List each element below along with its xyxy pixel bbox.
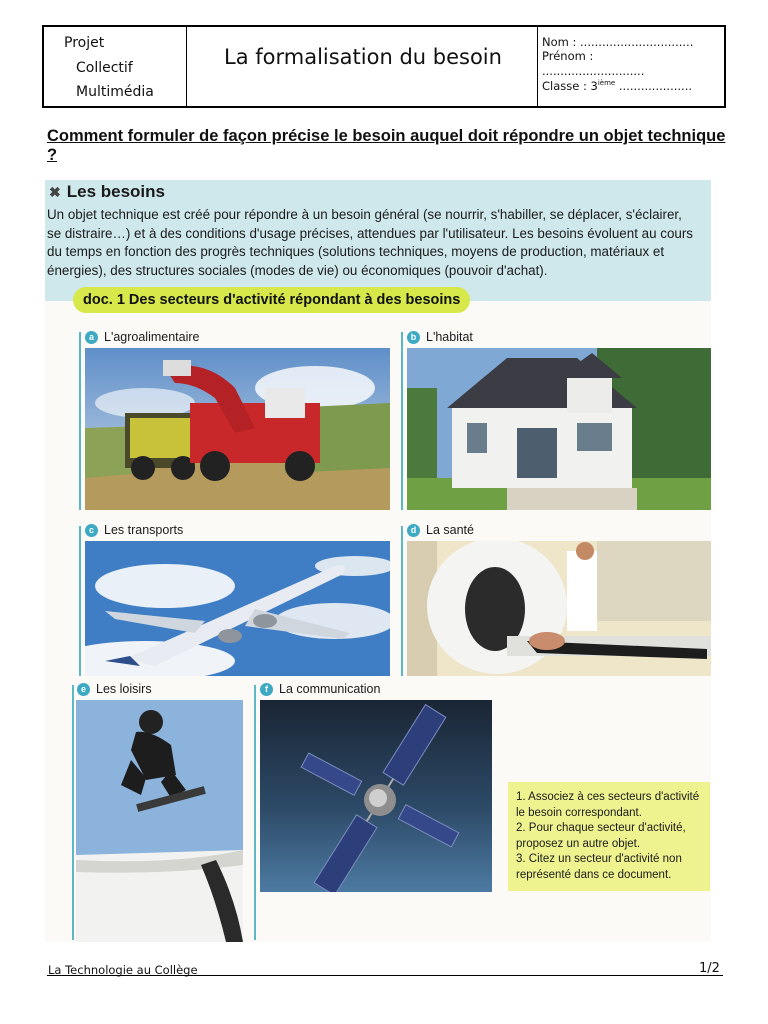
textbook-scan: [45, 180, 711, 942]
sector-title: L'habitat: [426, 330, 473, 344]
project-line-2: Collectif: [76, 60, 133, 76]
classe-dots: ....................: [615, 79, 693, 93]
agriculture-photo: [85, 348, 390, 510]
project-cell: [44, 27, 187, 106]
accent-line: [401, 332, 403, 510]
skateboard-photo: [76, 700, 243, 942]
project-line-3: Multimédia: [76, 84, 154, 100]
satellite-photo: [260, 700, 492, 892]
sector-title: Les transports: [104, 523, 184, 537]
sector-badge: b: [407, 331, 420, 344]
cross-icon: ✖: [49, 183, 61, 200]
airplane-photo: [85, 541, 390, 676]
intro-line: du temps en fonction des progrès techniques (solutions techniques, moyens de production, matériaux et: [47, 244, 665, 260]
section-heading: [49, 182, 165, 202]
classe-label: Classe : 3: [542, 79, 598, 93]
sector-badge: f: [260, 683, 273, 696]
page-number: 1/2: [699, 961, 720, 976]
prenom-label: Prénom :: [542, 49, 594, 63]
question-line: représenté dans ce document.: [516, 868, 672, 881]
accent-line: [79, 332, 81, 510]
medical-scanner-photo: [407, 541, 711, 676]
sector-title: Les loisirs: [96, 682, 152, 696]
classe-superscript: ième: [597, 79, 616, 88]
intro-line: énergies), des structures sociales (modes de vie) ou économiques (pouvoir d'achat).: [47, 262, 548, 278]
question-line: 2. Pour chaque secteur d'activité,: [516, 822, 686, 834]
header-box: [42, 25, 726, 108]
question-line: proposez un autre objet.: [516, 837, 641, 850]
section-heading-text: Les besoins: [66, 182, 165, 201]
sector-label-c: [85, 523, 183, 537]
sector-title: La communication: [279, 682, 381, 696]
sector-badge: e: [77, 683, 90, 696]
accent-line: [254, 685, 256, 940]
question-line: 3. Citez un secteur d'activité non: [516, 853, 682, 865]
doc-label: doc. 1 Des secteurs d'activité répondant à des besoins: [73, 287, 470, 313]
intro-paragraph: [47, 206, 709, 280]
footer-divider: [47, 975, 723, 976]
questions-box: [508, 782, 710, 891]
intro-line: se distraire…) et à des conditions d'usage précises, attendues par l'utilisateur. Les besoins évoluent au cours: [47, 225, 693, 241]
sector-badge: d: [407, 524, 420, 537]
sector-label-e: [77, 682, 152, 696]
house-photo: [407, 348, 711, 510]
accent-line: [401, 526, 403, 676]
sector-label-f: [260, 682, 380, 696]
accent-line: [72, 685, 74, 940]
intro-line: Un objet technique est créé pour répondre à un besoin général (se nourrir, s'habiller, se déplacer, s'éclairer,: [47, 207, 682, 222]
classe-field[interactable]: [542, 79, 692, 93]
question-line: le besoin correspondant.: [516, 806, 642, 819]
nom-field[interactable]: Nom : ...............................: [542, 35, 694, 49]
page-title: La formalisation du besoin: [224, 45, 502, 69]
sector-label-b: [407, 330, 473, 344]
accent-line: [79, 526, 81, 676]
sector-badge: c: [85, 524, 98, 537]
sector-label-d: [407, 523, 474, 537]
sector-badge: a: [85, 331, 98, 344]
sector-label-a: [85, 330, 200, 344]
question-line: 1. Associez à ces secteurs d'activité: [516, 791, 700, 803]
project-line-1: Projet: [64, 35, 105, 51]
sector-title: La santé: [426, 523, 474, 537]
main-question: Comment formuler de façon précise le besoin auquel doit répondre un objet technique ?: [47, 127, 726, 164]
student-info-cell: [537, 27, 724, 106]
prenom-field[interactable]: ............................: [542, 64, 645, 78]
footer-left: La Technologie au Collège: [48, 963, 198, 977]
sector-title: L'agroalimentaire: [104, 330, 200, 344]
